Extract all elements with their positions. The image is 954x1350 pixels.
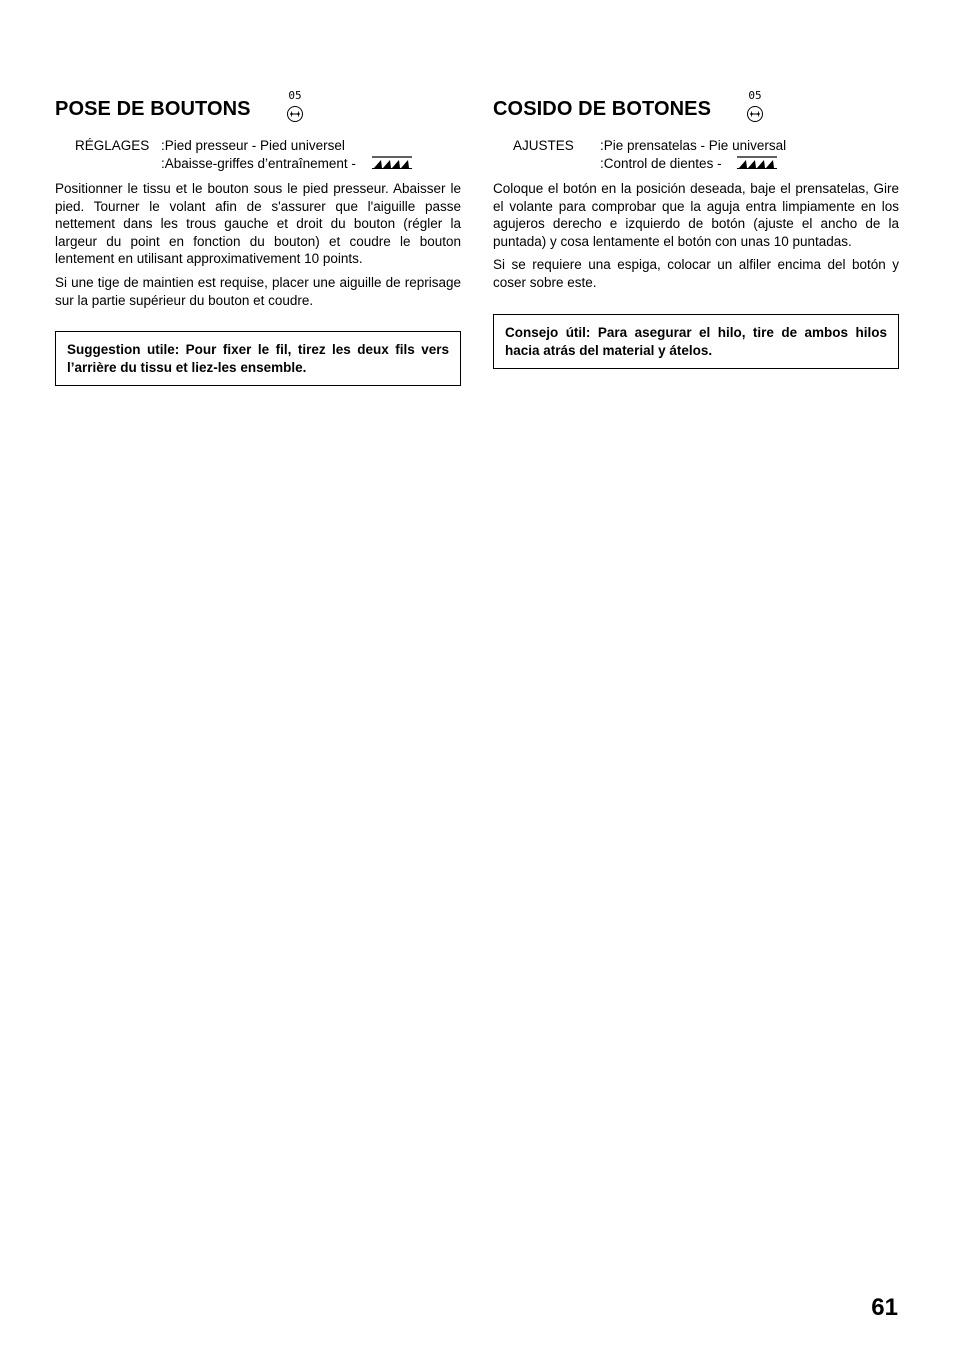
french-paragraph-1: Positionner le tissu et le bouton sous le pied presseur. Abaisser le pied. Tourner le volant afin de s'assurer que l'aiguille passe nettement dans les trous gauche et droit du bouton (régler la largeur du point en fonction du bouton) et coudre le bouton lentement en utilisant approximativement 10 points. <box>55 181 461 267</box>
french-settings <box>55 138 461 178</box>
french-settings-feed <box>161 156 412 172</box>
spanish-settings <box>493 138 899 178</box>
french-stitch-number: 05 <box>288 89 302 102</box>
spanish-stitch-badge <box>745 90 765 124</box>
spanish-title-row <box>493 90 899 124</box>
french-title: POSE DE BOUTONS <box>55 98 251 120</box>
page-number: 61 <box>871 1294 898 1321</box>
spanish-settings-label: AJUSTES <box>513 138 574 153</box>
spanish-paragraph-1: Coloque el botón en la posición deseada, baje el prensatelas, Gire el volante para comprobar que la aguja entra limpiamente en los agujeros derecho e izquierdo de botón (ajuste el ancho de la puntada) y cosa lentamente el botón con unas 10 puntadas. <box>493 181 899 249</box>
french-settings-line2: :Abaisse-griffes d’entraînement - <box>161 156 356 171</box>
french-paragraph-2: Si une tige de maintien est requise, placer une aiguille de reprisage sur la partie supérieur du bouton et coudre. <box>55 274 461 308</box>
french-settings-foot <box>161 138 345 154</box>
french-title-row <box>55 90 461 124</box>
spanish-body <box>493 180 899 292</box>
french-stitch-badge <box>285 90 305 124</box>
spanish-settings-feed <box>600 156 777 172</box>
button-sew-stitch-icon <box>746 105 764 123</box>
button-sew-stitch-icon <box>286 105 304 123</box>
spanish-tip-box: Consejo útil: Para asegurar el hilo, tire de ambos hilos hacia atrás del material y átelos. <box>493 314 899 369</box>
spanish-paragraph-2: Si se requiere una espiga, colocar un alfiler encima del botón y coser sobre este. <box>493 257 899 290</box>
french-settings-label: RÉGLAGES <box>75 138 150 153</box>
feed-dogs-down-icon <box>372 156 412 169</box>
french-body <box>55 180 461 309</box>
spanish-section <box>493 90 899 369</box>
french-settings-line1: :Pied presseur - Pied universel <box>161 138 345 153</box>
french-tip-box: Suggestion utile: Pour fixer le fil, tirez les deux fils vers l’arrière du tissu et liez-les ensemble. <box>55 331 461 386</box>
spanish-settings-foot <box>600 138 786 154</box>
spanish-settings-line1: :Pie prensatelas - Pie universal <box>600 138 787 153</box>
feed-dogs-down-icon <box>737 156 777 169</box>
spanish-settings-line2: :Control de dientes - <box>600 156 722 171</box>
spanish-stitch-number: 05 <box>748 89 762 102</box>
spanish-title: COSIDO DE BOTONES <box>493 98 712 120</box>
french-section <box>55 90 461 386</box>
